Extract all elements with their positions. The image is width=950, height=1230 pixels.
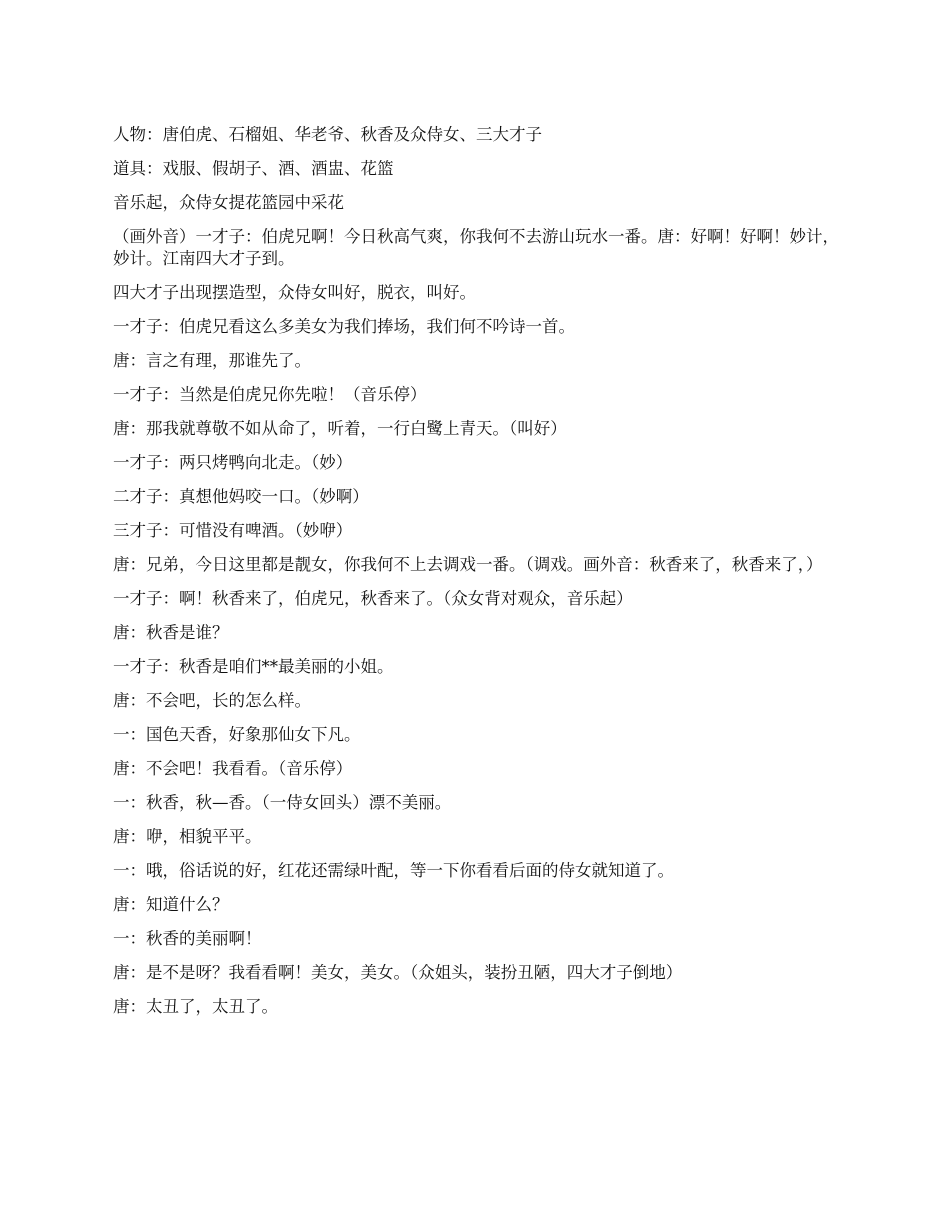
dialogue-line: （画外音）一才子：伯虎兄啊！今日秋高气爽，你我何不去游山玩水一番。唐：好啊！好啊！妙计，妙计。江南四大才子到。 — [113, 227, 839, 268]
props-line: 道具：戏服、假胡子、酒、酒盅、花篮 — [113, 159, 394, 178]
dialogue-line: 一：哦，俗话说的好，红花还需绿叶配，等一下你看看后面的侍女就知道了。 — [113, 861, 674, 880]
dialogue-line: 唐：言之有理，那谁先了。 — [113, 351, 311, 370]
stage-direction: 音乐起，众侍女提花篮园中采花 — [113, 193, 344, 212]
dialogue-line: 一：国色天香，好象那仙女下凡。 — [113, 725, 361, 744]
dialogue-line: 一才子：秋香是咱们**最美丽的小姐。 — [113, 657, 394, 676]
dialogue-line: 唐：太丑了，太丑了。 — [113, 997, 278, 1016]
dialogue-line: 一才子：两只烤鸭向北走。（妙） — [113, 453, 353, 472]
stage-direction: 四大才子出现摆造型，众侍女叫好，脱衣，叫好。 — [113, 283, 476, 302]
dialogue-line: 一：秋香，秋—香。（一侍女回头）漂不美丽。 — [113, 793, 452, 812]
dialogue-line: 一才子：当然是伯虎兄你先啦！（音乐停） — [113, 385, 427, 404]
dialogue-line: 唐：秋香是谁？ — [113, 623, 229, 642]
script-body — [113, 124, 843, 1030]
dialogue-line: 唐：是不是呀？我看看啊！美女，美女。（众姐头，装扮丑陋，四大才子倒地） — [113, 963, 683, 982]
cast-line: 人物：唐伯虎、石榴姐、华老爷、秋香及众侍女、三大才子 — [113, 125, 542, 144]
dialogue-line: 一：秋香的美丽啊！ — [113, 929, 262, 948]
dialogue-line: 二才子：真想他妈咬一口。（妙啊） — [113, 487, 369, 506]
dialogue-line: 唐：不会吧！我看看。（音乐停） — [113, 759, 353, 778]
dialogue-line: 一才子：伯虎兄看这么多美女为我们捧场，我们何不吟诗一首。 — [113, 317, 575, 336]
dialogue-line: 三才子：可惜没有啤酒。（妙咿） — [113, 521, 353, 540]
dialogue-line: 一才子：啊！秋香来了，伯虎兄，秋香来了。（众女背对观众，音乐起） — [113, 589, 633, 608]
dialogue-line: 唐：不会吧，长的怎么样。 — [113, 691, 311, 710]
dialogue-line: 唐：知道什么？ — [113, 895, 229, 914]
dialogue-line: 唐：兄弟，今日这里都是靓女，你我何不上去调戏一番。（调戏。画外音：秋香来了，秋香来了，） — [113, 555, 823, 574]
dialogue-line: 唐：那我就尊敬不如从命了，听着，一行白鹭上青天。（叫好） — [113, 419, 567, 438]
dialogue-line: 唐：咿，相貌平平。 — [113, 827, 262, 846]
